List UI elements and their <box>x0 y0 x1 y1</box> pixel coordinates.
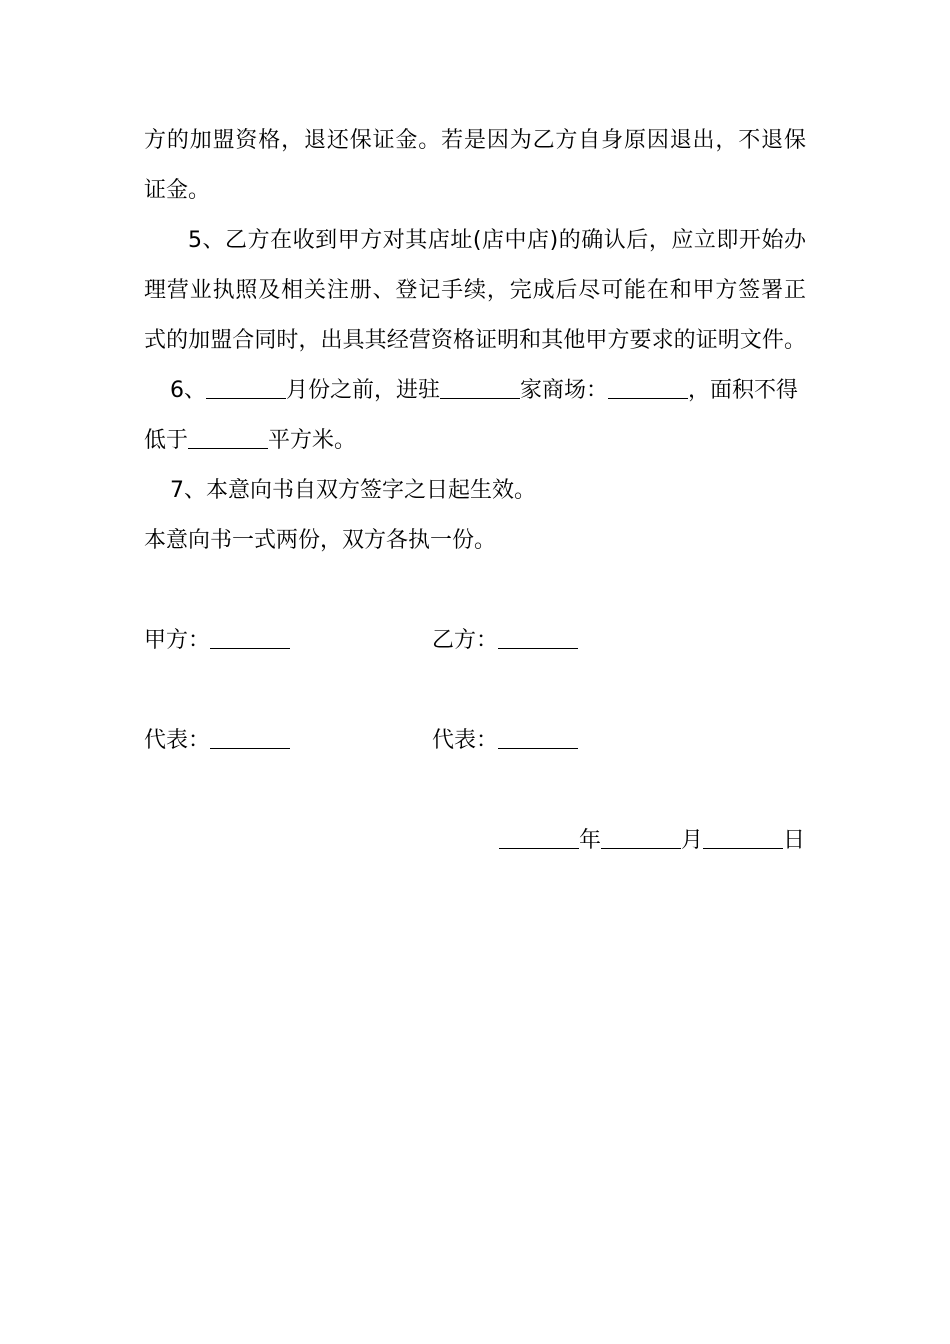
rep-a-label: 代表： <box>144 728 211 753</box>
paragraph-6-line-2 <box>144 426 806 456</box>
day-blank <box>703 826 783 849</box>
paragraph-6-line-2-prefix: 低于 <box>144 428 189 453</box>
rep-b-label: 代表： <box>432 728 499 753</box>
mall-count-blank <box>440 376 520 399</box>
party-b-blank <box>498 626 578 649</box>
paragraph-4-line-1: 方的加盟资格，退还保证金。若是因为乙方自身原因退出，不退保 <box>144 128 806 153</box>
rep-a-blank <box>210 726 290 749</box>
paragraph-5-line-2: 理营业执照及相关注册、登记手续，完成后尽可能在和甲方签署正 <box>144 278 806 303</box>
paragraph-6-mall-text: 家商场： <box>520 378 609 403</box>
rep-a-signature <box>144 726 290 756</box>
rep-b-signature <box>432 726 578 756</box>
paragraph-5-line-1: 5、乙方在收到甲方对其店址(店中店)的确认后，应立即开始办 <box>188 228 806 253</box>
paragraph-5-line-3: 式的加盟合同时，出具其经营资格证明和其他甲方要求的证明文件。 <box>144 328 806 353</box>
year-label: 年 <box>579 828 602 853</box>
party-b-signature <box>432 626 578 656</box>
area-blank <box>188 426 268 449</box>
date-line <box>499 826 805 856</box>
month-blank <box>206 376 286 399</box>
paragraph-4-line-2: 证金。 <box>144 178 211 203</box>
mall-name-blank <box>608 376 688 399</box>
party-b-label: 乙方： <box>432 628 499 653</box>
party-a-blank <box>210 626 290 649</box>
rep-b-blank <box>498 726 578 749</box>
month-date-blank <box>601 826 681 849</box>
paragraph-6-area-text: ，面积不得 <box>688 378 799 403</box>
party-a-signature <box>144 626 290 656</box>
paragraph-6-month-text: 月份之前，进驻 <box>286 378 441 403</box>
day-label: 日 <box>783 828 806 853</box>
party-a-label: 甲方： <box>144 628 211 653</box>
paragraph-6-line-2-suffix: 平方米。 <box>268 428 357 453</box>
paragraph-6-prefix: 6、 <box>170 378 206 403</box>
year-blank <box>499 826 579 849</box>
paragraph-8: 本意向书一式两份，双方各执一份。 <box>144 528 497 553</box>
month-label: 月 <box>681 828 704 853</box>
paragraph-7: 7、本意向书自双方签字之日起生效。 <box>170 478 536 503</box>
paragraph-6-line-1 <box>170 376 806 406</box>
